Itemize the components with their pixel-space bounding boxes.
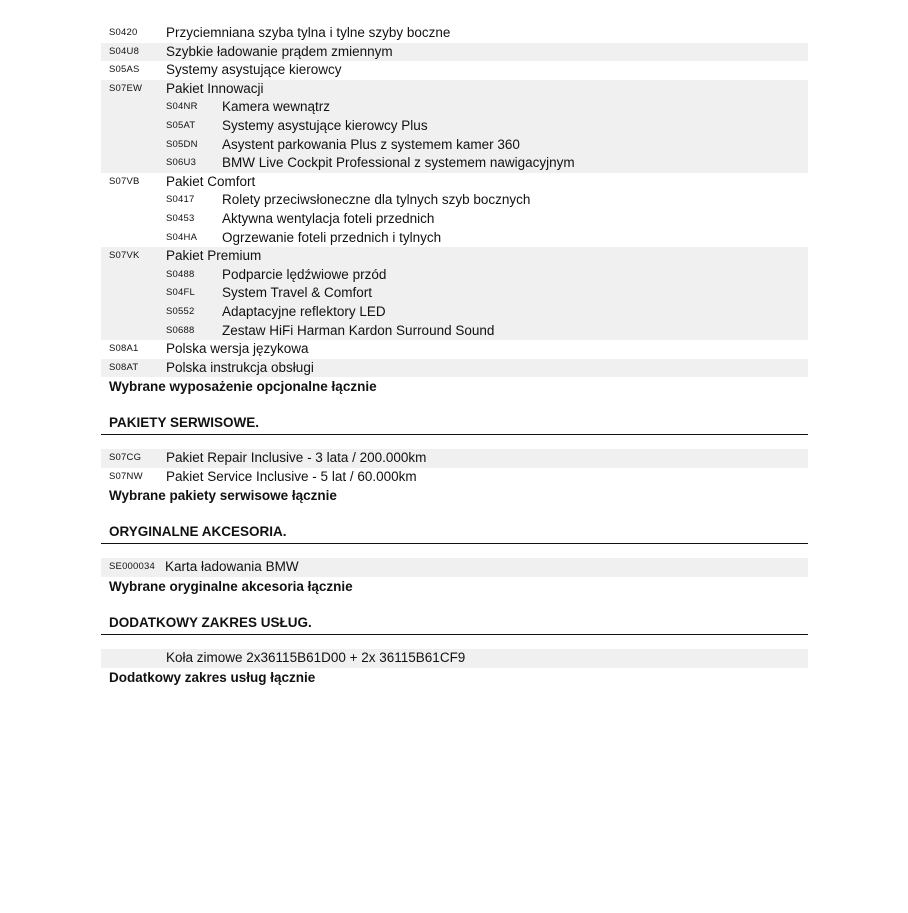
option-code: S0688: [166, 324, 195, 336]
package-child-row: [101, 117, 808, 136]
option-code: S0488: [166, 268, 195, 280]
option-code: S04HA: [166, 231, 198, 243]
package-premium: [101, 247, 808, 340]
option-code: S04NR: [166, 101, 198, 113]
package-row: [101, 173, 808, 192]
package-label: Pakiet Innowacji: [166, 80, 264, 96]
option-code: S04U8: [109, 45, 140, 57]
package-comfort: [101, 173, 808, 247]
option-code: S0417: [166, 194, 195, 206]
service-package-row: [101, 468, 808, 487]
accessory-row: [101, 558, 808, 577]
package-child-row: [101, 303, 808, 322]
option-label: Szybkie ładowanie prądem zmiennym: [166, 43, 393, 59]
service-packages-total: Wybrane pakiety serwisowe łącznie: [109, 488, 337, 504]
package-child-row: [101, 266, 808, 285]
option-label: Polska wersja językowa: [166, 341, 309, 357]
option-code: S0420: [109, 27, 138, 38]
option-code: S05AS: [109, 64, 140, 76]
option-label: Rolety przeciwsłoneczne dla tylnych szyb bocznych: [222, 192, 531, 208]
option-label: Ogrzewanie foteli przednich i tylnych: [222, 229, 442, 245]
option-label: Adaptacyjne reflektory LED: [222, 303, 386, 319]
optional-equipment-list: [101, 24, 808, 396]
package-row: [101, 247, 808, 266]
option-label: BMW Live Cockpit Professional z systemem nawigacyjnym: [222, 155, 575, 171]
option-code: S07VB: [109, 175, 140, 187]
package-child-row: [101, 229, 808, 248]
optional-equipment-total: Wybrane wyposażenie opcjonalne łącznie: [109, 379, 377, 395]
option-code: S07CG: [109, 452, 142, 464]
package-row: [101, 80, 808, 99]
package-child-row: [101, 98, 808, 117]
package-child-row: [101, 191, 808, 210]
option-label: Systemy asystujące kierowcy: [166, 62, 342, 78]
option-code: S07VK: [109, 250, 140, 262]
option-row: [101, 61, 808, 80]
option-code: SE000034: [109, 561, 155, 573]
option-code: S05DN: [166, 138, 198, 150]
package-child-row: [101, 284, 808, 303]
accessories-total: Wybrane oryginalne akcesoria łącznie: [109, 579, 353, 595]
option-label: Przyciemniana szyba tylna i tylne szyby boczne: [166, 25, 451, 40]
package-child-row: [101, 322, 808, 341]
option-label: Koła zimowe 2x36115B61D00 + 2x 36115B61CF9: [166, 650, 466, 666]
package-innovation: [101, 80, 808, 173]
option-row: [101, 43, 808, 62]
option-label: Pakiet Service Inclusive - 5 lat / 60.000km: [166, 468, 417, 484]
package-label: Pakiet Comfort: [166, 173, 256, 189]
option-label: Asystent parkowania Plus z systemem kamer 360: [222, 136, 520, 152]
package-child-row: [101, 154, 808, 173]
additional-services-heading: DODATKOWY ZAKRES USŁUG.: [101, 613, 808, 635]
option-label: Kamera wewnątrz: [222, 99, 331, 115]
option-code: S04FL: [166, 287, 195, 299]
option-code: S08A1: [109, 343, 139, 355]
option-code: S05AT: [166, 119, 196, 131]
option-row: [101, 359, 808, 378]
option-label: Polska instrukcja obsługi: [166, 359, 314, 375]
option-code: S0552: [166, 305, 195, 317]
option-label: Karta ładowania BMW: [165, 559, 299, 575]
option-row: [101, 24, 808, 43]
package-child-row: [101, 210, 808, 229]
option-code: S07NW: [109, 470, 143, 482]
option-code: S07EW: [109, 82, 143, 94]
option-label: Aktywna wentylacja foteli przednich: [222, 210, 435, 226]
option-label: Pakiet Repair Inclusive - 3 lata / 200.000km: [166, 450, 427, 466]
additional-services-total: Dodatkowy zakres usług łącznie: [109, 669, 316, 685]
package-child-row: [101, 136, 808, 155]
order-summary-page: [101, 24, 808, 687]
option-label: Podparcie lędźwiowe przód: [222, 266, 387, 282]
service-package-row: [101, 449, 808, 468]
package-label: Pakiet Premium: [166, 248, 262, 264]
option-label: Zestaw HiFi Harman Kardon Surround Sound: [222, 322, 495, 338]
option-row: [101, 340, 808, 359]
option-code: S08AT: [109, 361, 139, 373]
option-code: S06U3: [166, 157, 197, 169]
option-label: Systemy asystujące kierowcy Plus: [222, 117, 428, 133]
option-label: System Travel & Comfort: [222, 285, 373, 301]
accessories-heading: ORYGINALNE AKCESORIA.: [101, 522, 808, 544]
option-code: S0453: [166, 212, 195, 224]
additional-service-row: [101, 649, 808, 668]
service-packages-heading: PAKIETY SERWISOWE.: [101, 413, 808, 435]
